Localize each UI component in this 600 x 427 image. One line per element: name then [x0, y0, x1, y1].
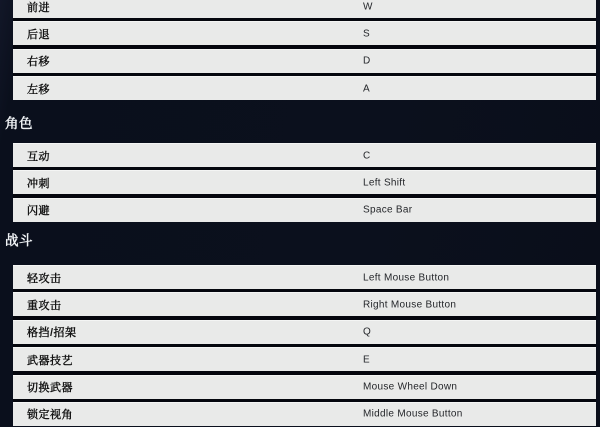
key-binding-value: Mouse Wheel Down [363, 381, 458, 393]
keybind-row[interactable] [13, 265, 596, 289]
section-header: 角色 [5, 116, 33, 131]
action-label: 武器技艺 [27, 354, 73, 367]
action-label: 前进 [27, 1, 50, 14]
key-binding-value: Left Shift [363, 177, 406, 189]
keybind-row[interactable] [13, 143, 596, 167]
action-label: 闪避 [27, 205, 50, 218]
keybind-section [13, 265, 596, 426]
key-binding-value: S [363, 28, 370, 40]
keybind-row[interactable] [13, 375, 596, 399]
action-label: 锁定视角 [27, 409, 73, 422]
action-label: 冲刺 [27, 177, 50, 190]
key-binding-value: D [363, 55, 371, 67]
keybind-row[interactable] [13, 76, 596, 100]
key-binding-value: Right Mouse Button [363, 299, 457, 311]
keybind-section [13, 143, 596, 222]
key-binding-value: E [363, 354, 370, 366]
action-label: 右移 [27, 56, 50, 69]
key-binding-value: Space Bar [363, 204, 413, 216]
key-binding-value: C [363, 150, 371, 161]
action-label: 左移 [27, 83, 50, 96]
action-label: 互动 [27, 150, 50, 163]
action-label: 重攻击 [27, 299, 62, 312]
keybind-row[interactable] [13, 170, 596, 194]
keybind-section [13, 0, 596, 100]
action-label: 格挡/招架 [27, 327, 77, 340]
keybind-row[interactable] [13, 347, 596, 371]
key-binding-value: Middle Mouse Button [363, 408, 463, 420]
section-header: 战斗 [5, 233, 33, 248]
action-label: 切换武器 [27, 382, 73, 395]
keybind-row[interactable] [13, 49, 596, 73]
action-label: 后退 [27, 28, 50, 41]
key-binding-value: Q [363, 326, 372, 338]
keybind-row[interactable] [13, 292, 596, 316]
key-binding-value: W [363, 1, 373, 12]
keybind-row[interactable] [13, 320, 596, 344]
keybind-row[interactable] [13, 21, 596, 45]
key-binding-value: Left Mouse Button [363, 272, 450, 283]
key-binding-value: A [363, 83, 370, 95]
keybind-row[interactable] [13, 402, 596, 426]
action-label: 轻攻击 [27, 272, 62, 285]
keybind-row[interactable] [13, 198, 596, 222]
keybind-row[interactable] [13, 0, 596, 18]
